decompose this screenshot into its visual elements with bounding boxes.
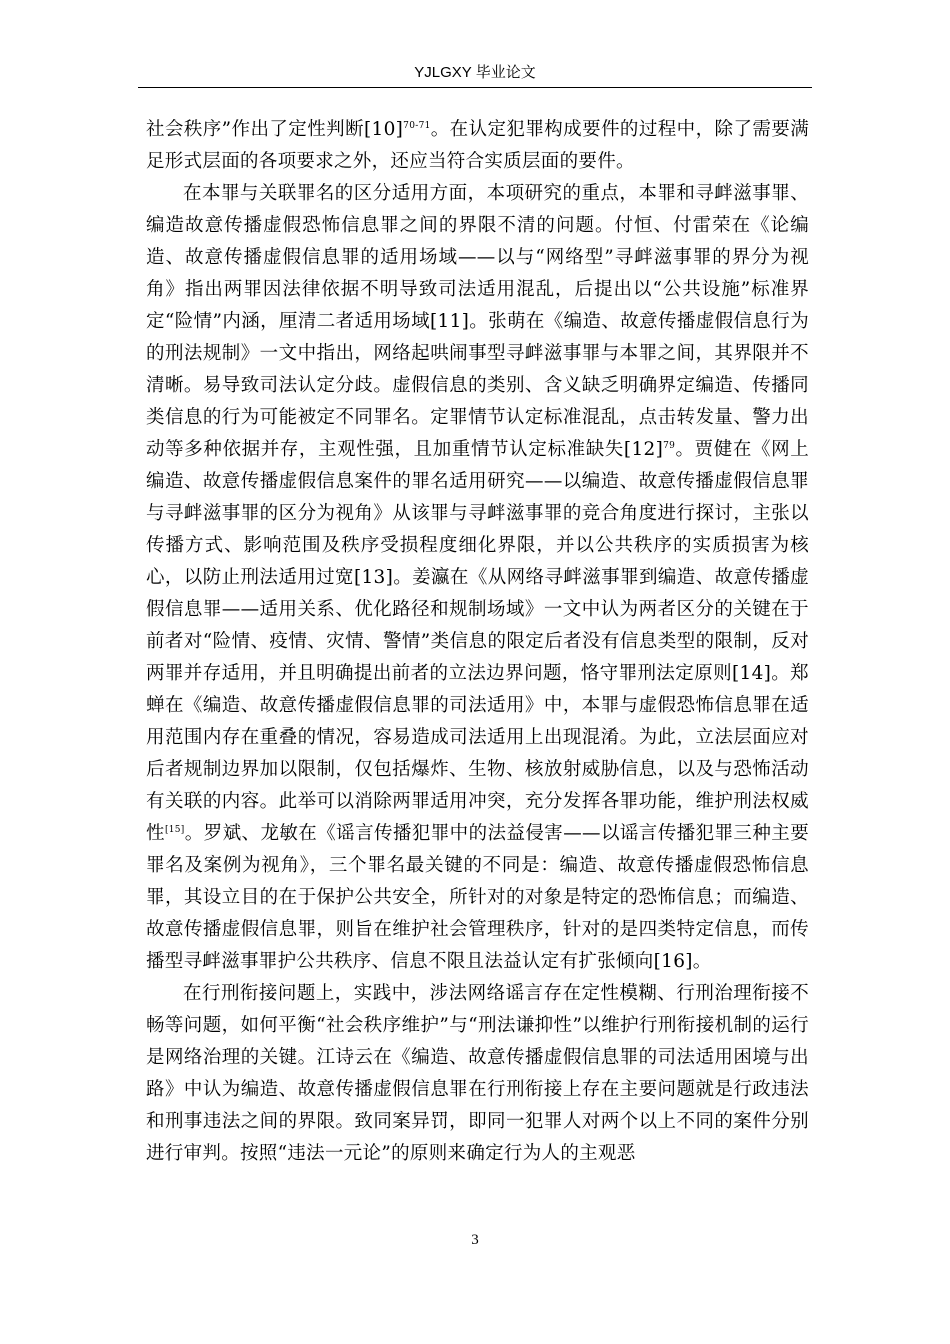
citation-superscript: 70-71	[403, 121, 431, 131]
page-header	[138, 62, 812, 88]
paragraph-text: 。贾健在《网上编造、故意传播虚假信息案件的罪名适用研究——以编造、故意传播虚假信息罪与寻衅滋事罪的区分为视角》从该罪与寻衅滋事罪的竞合角度进行探讨，主张以传播方式、影响范围及秩序受损程度细化界限，并以公共秩序的实质损害为核心，以防止刑法适用过宽[13]。姜瀛在《从网络寻衅滋事罪到编造、故意传播虚假信息罪——适用关系、优化路径和规制场域》一文中认为两者区分的关键在于前者对“险情、疫情、灾情、警情”类信息的限定后者没有信息类型的限制，反对两罪并存适用，并且明确提出前者的立法边界问题，恪守罪刑法定原则[14]。郑蝉在《编造、故意传播虚假信息罪的司法适用》中，本罪与虚假恐怖信息罪在适用范围内存在重叠的情况，容易造成司法适用上出现混淆。为此，立法层面应对后者规制边界加以限制，仅包括爆炸、生物、核放射威胁信息，以及与恐怖活动有关联的内容。此举可以消除两罪适用冲突，充分发挥各罪功能，维护刑法权威性	[146, 439, 810, 844]
body-paragraph	[146, 114, 809, 178]
paragraph-text: 。在认定犯罪构成要件的过程中，除了需要满足形式层面的各项要求之外，还应当符合实质层面的要件。	[146, 119, 809, 172]
body-paragraph	[146, 978, 809, 1170]
header-title: YJLGXY 毕业论文	[414, 64, 536, 81]
paragraph-text: 社会秩序”作出了定性判断[10]	[146, 119, 404, 140]
body-paragraph	[146, 178, 809, 978]
document-body	[146, 114, 809, 1170]
paragraph-text: 在行刑衔接问题上，实践中，涉法网络谣言存在定性模糊、行刑治理衔接不畅等问题，如何平衡“社会秩序维护”与“刑法谦抑性”以维护行刑衔接机制的运行是网络治理的关键。江诗云在《编造、故意传播虚假信息罪的司法适用困境与出路》中认为编造、故意传播虚假信息罪在行刑衔接上存在主要问题就是行政违法和刑事违法之间的界限。致同案异罚，即同一犯罪人对两个以上不同的案件分别进行审判。按照“违法一元论”的原则来确定行为人的主观恶	[146, 983, 809, 1164]
citation-superscript: 79	[663, 441, 676, 451]
page-number: 3	[471, 1232, 479, 1248]
paragraph-text: 。罗斌、龙敏在《谣言传播犯罪中的法益侵害——以谣言传播犯罪三种主要罪名及案例为视角》，三个罪名最关键的不同是：编造、故意传播虚假恐怖信息罪，其设立目的在于保护公共安全，所针对的对象是特定的恐怖信息；而编造、故意传播虚假信息罪，则旨在维护社会管理秩序，针对的是四类特定信息，而传播型寻衅滋事罪护公共秩序、信息不限且法益认定有扩张倾向[16]。	[146, 823, 809, 972]
citation-superscript: [15]	[164, 825, 185, 835]
paragraph-text: 在本罪与关联罪名的区分适用方面，本项研究的重点，本罪和寻衅滋事罪、编造故意传播虚假恐怖信息罪之间的界限不清的问题。付恒、付雷荣在《论编造、故意传播虚假信息罪的适用场域——以与“网络型”寻衅滋事罪的界分为视角》指出两罪因法律依据不明导致司法适用混乱，后提出以“公共设施”标准界定“险情”内涵，厘清二者适用场域[11]。张萌在《编造、故意传播虚假信息行为的刑法规制》一文中指出，网络起哄闹事型寻衅滋事罪与本罪之间，其界限并不清晰。易导致司法认定分歧。虚假信息的类别、含义缺乏明确界定编造、传播同类信息的行为可能被定不同罪名。定罪情节认定标准混乱，点击转发量、警力出动等多种依据并存，主观性强，且加重情节认定标准缺失[12]	[146, 183, 809, 460]
